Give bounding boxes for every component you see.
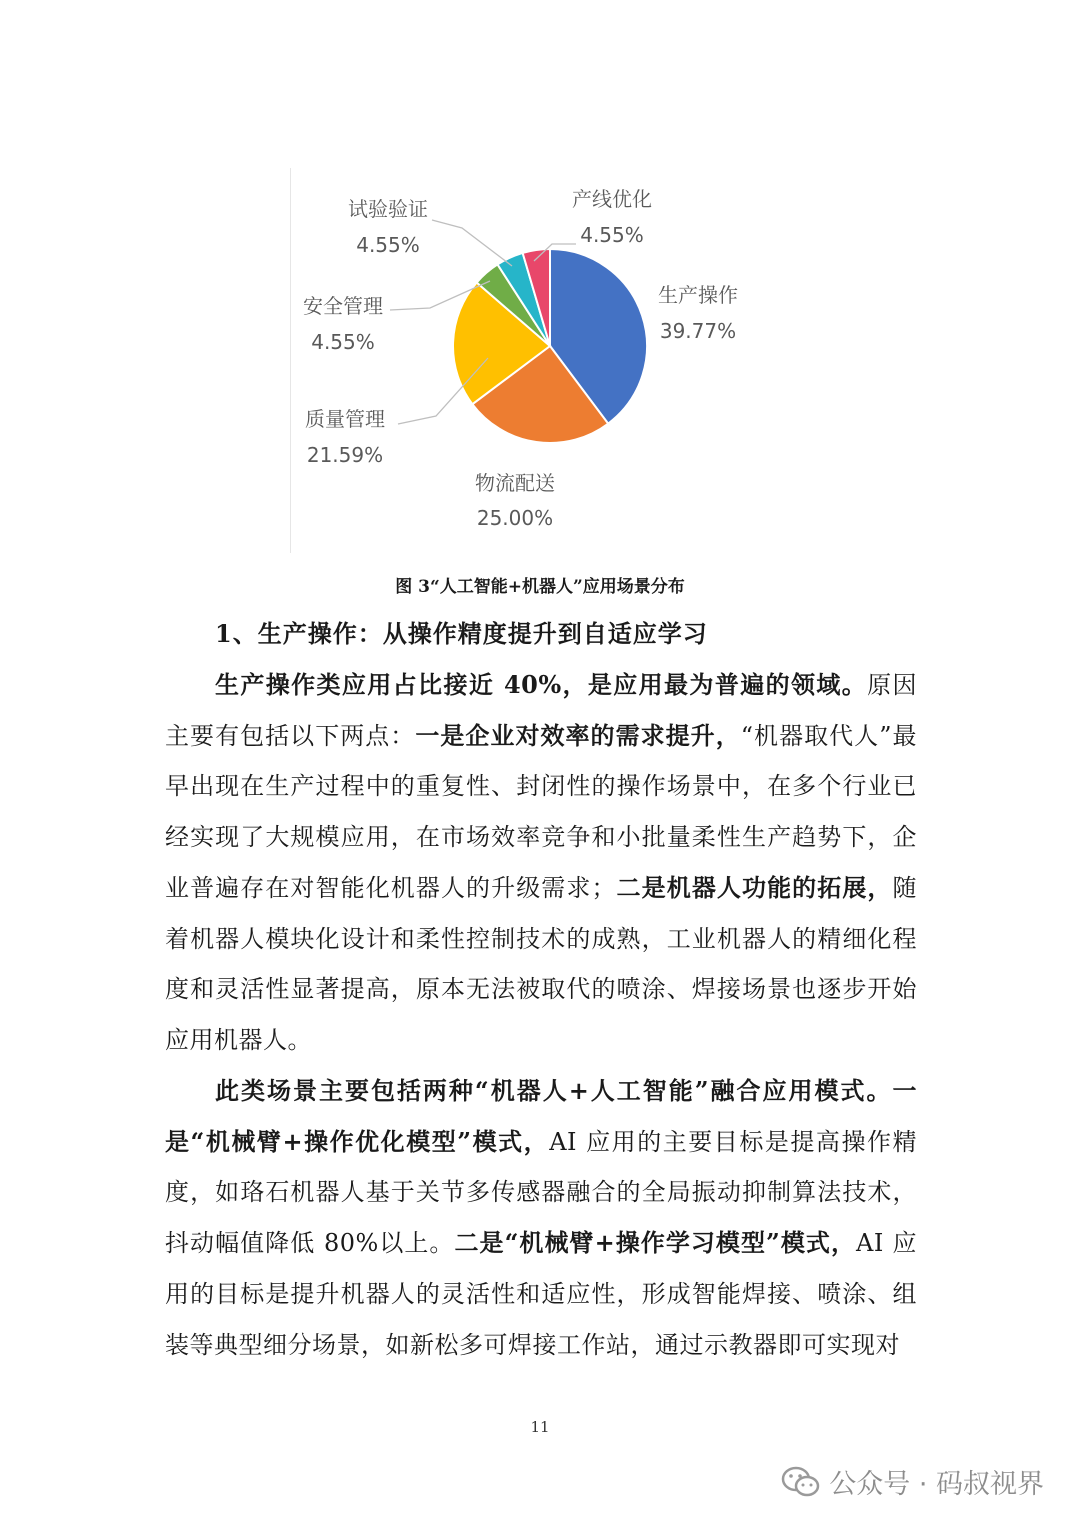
para1-bold-2: 一是企业对效率的需求提升， (415, 720, 741, 750)
slice-category-label: 生产操作 (658, 283, 738, 307)
watermark (781, 1462, 1044, 1501)
slice-value-label: 4.55% (311, 330, 375, 354)
slice-value-label: 4.55% (356, 233, 420, 257)
leader-line (432, 220, 512, 266)
slice-category-label: 质量管理 (305, 407, 385, 431)
section-heading: 1、生产操作：从操作精度提升到自适应学习 (215, 619, 708, 648)
slice-category-label: 物流配送 (475, 471, 555, 495)
para2-bold-2: 二是“机械臂+操作学习模型”模式， (454, 1228, 856, 1258)
wechat-icon (781, 1465, 821, 1499)
para1-bold-3: 二是机器人功能的拓展， (615, 872, 893, 902)
watermark-text: 公众号 · 码叔视界 (829, 1469, 1044, 1500)
slice-value-label: 4.55% (580, 223, 644, 247)
pie-chart (290, 168, 780, 553)
page-number: 11 (530, 1418, 550, 1436)
figure-caption: 图 3“人工智能+机器人”应用场景分布 (395, 577, 685, 597)
para1-text-1: 原因主要有包括以下两点： (165, 671, 918, 750)
paragraph-1 (165, 660, 917, 1066)
slice-value-label: 21.59% (306, 443, 384, 467)
slice-category-label: 安全管理 (303, 294, 383, 318)
para1-text-3: 随着机器人模块化设计和柔性控制技术的成熟，工业机器人的精细化程度和灵活性显著提高，原本无法被取代的喷涂、焊接场景也逐步开始应用机器人。 (165, 873, 918, 1054)
slice-category-label: 试验验证 (348, 197, 428, 221)
slice-value-label: 39.77% (659, 319, 737, 343)
para1-bold-1: 生产操作类应用占比接近 40%，是应用最为普遍的领域。 (215, 670, 868, 699)
pie-chart-svg (290, 168, 780, 553)
para1-text-2: “机器取代人”最早出现在生产过程中的重复性、封闭性的操作场景中，在多个行业已经实现了大规模应用，在市场效率竞争和小批量柔性生产趋势下，企业普遍存在对智能化机器人的升级需求； (165, 721, 918, 902)
para2-text-1: AI 应用的主要目标是提高操作精度，如珞石机器人基于关节多传感器融合的全局振动抑制算法技术，抖动幅值降低 80%以上。 (165, 1127, 917, 1258)
para2-bold-1: 此类场景主要包括两种“机器人+人工智能”融合应用模式。一是“机械臂+操作优化模型”模式， (165, 1076, 917, 1156)
slice-value-label: 25.00% (476, 506, 554, 530)
paragraph-2 (165, 1066, 917, 1370)
slice-category-label: 产线优化 (572, 187, 652, 211)
para2-text-2: AI 应用的目标是提升机器人的灵活性和适应性，形成智能焊接、喷涂、组装等典型细分场景，如新松多可焊接工作站，通过示教器即可实现对 (165, 1229, 917, 1359)
